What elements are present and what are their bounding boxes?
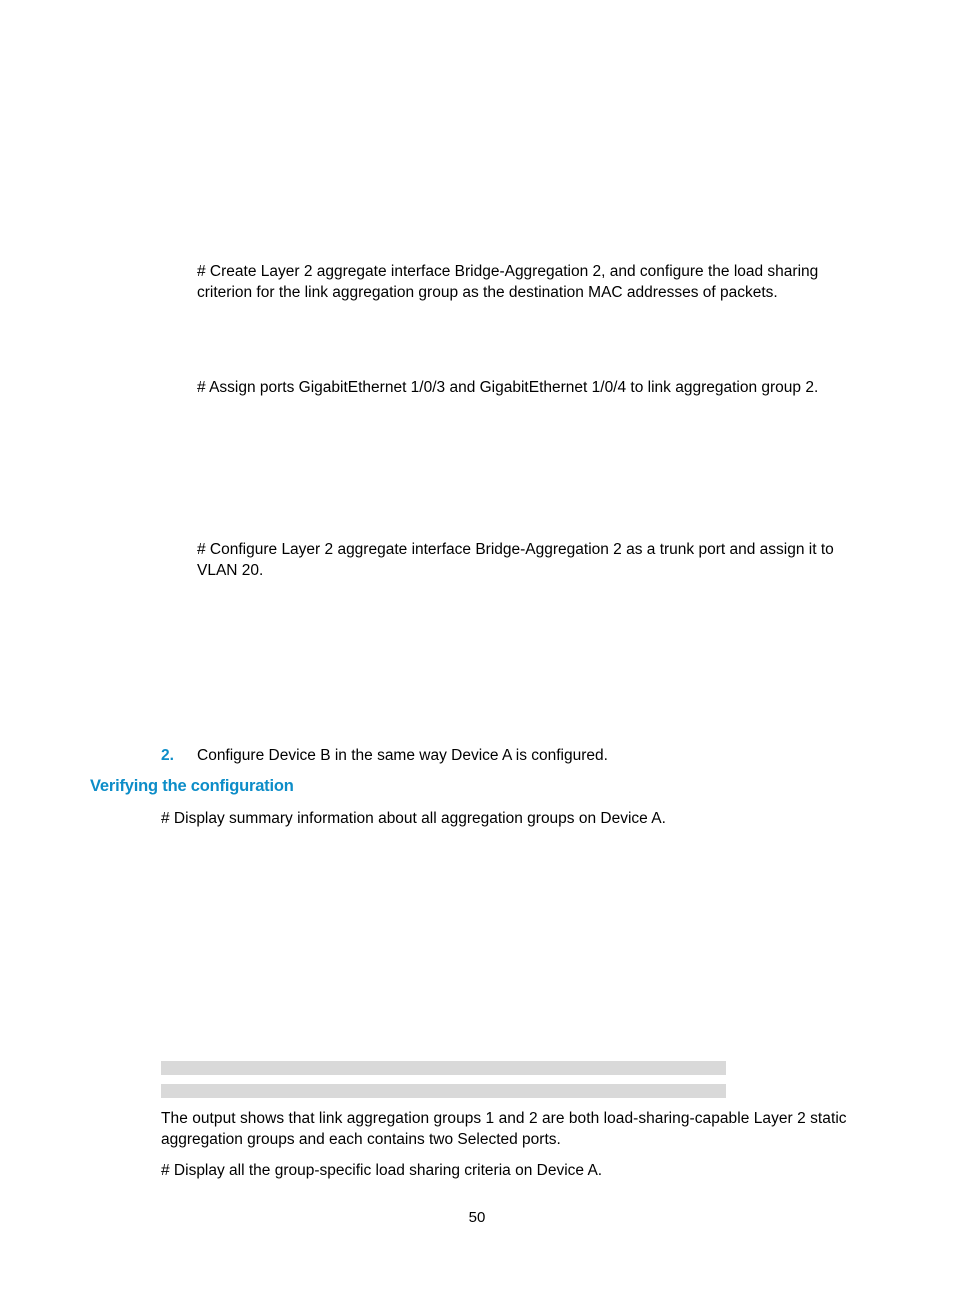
- page-number: 50: [468, 1209, 486, 1226]
- paragraph-line: # Create Layer 2 aggregate interface Bridge-Aggregation 2, and configure the load sharing: [197, 263, 819, 280]
- paragraph-line: criterion for the link aggregation group as the destination MAC addresses of packets.: [197, 284, 778, 301]
- section-heading: Verifying the configuration: [90, 777, 294, 795]
- paragraph-display-criteria: # Display all the group-specific load sharing criteria on Device A.: [161, 1162, 603, 1179]
- paragraph-configure-trunk: [197, 539, 877, 581]
- step-item: [161, 745, 861, 766]
- paragraph-display-summary: # Display summary information about all aggregation groups on Device A.: [161, 810, 666, 827]
- step-text: Configure Device B in the same way Device A is configured.: [197, 747, 608, 764]
- highlight-bar: [161, 1084, 726, 1098]
- paragraph-line: # Configure Layer 2 aggregate interface Bridge-Aggregation 2 as a trunk port and assign it to: [197, 541, 834, 558]
- step-number: 2.: [161, 747, 174, 764]
- paragraph-line: VLAN 20.: [197, 562, 264, 579]
- paragraph-line: # Assign ports GigabitEthernet 1/0/3 and GigabitEthernet 1/0/4 to link aggregation group 2.: [197, 379, 819, 396]
- paragraph-line: The output shows that link aggregation groups 1 and 2 are both load-sharing-capable Layer 2 static: [161, 1110, 847, 1127]
- paragraph-line: aggregation groups and each contains two Selected ports.: [161, 1131, 561, 1148]
- paragraph-output-explanation: [161, 1108, 866, 1150]
- paragraph-assign-ports: [197, 377, 887, 398]
- paragraph-create-aggregate: [197, 261, 877, 303]
- highlight-bar: [161, 1061, 726, 1075]
